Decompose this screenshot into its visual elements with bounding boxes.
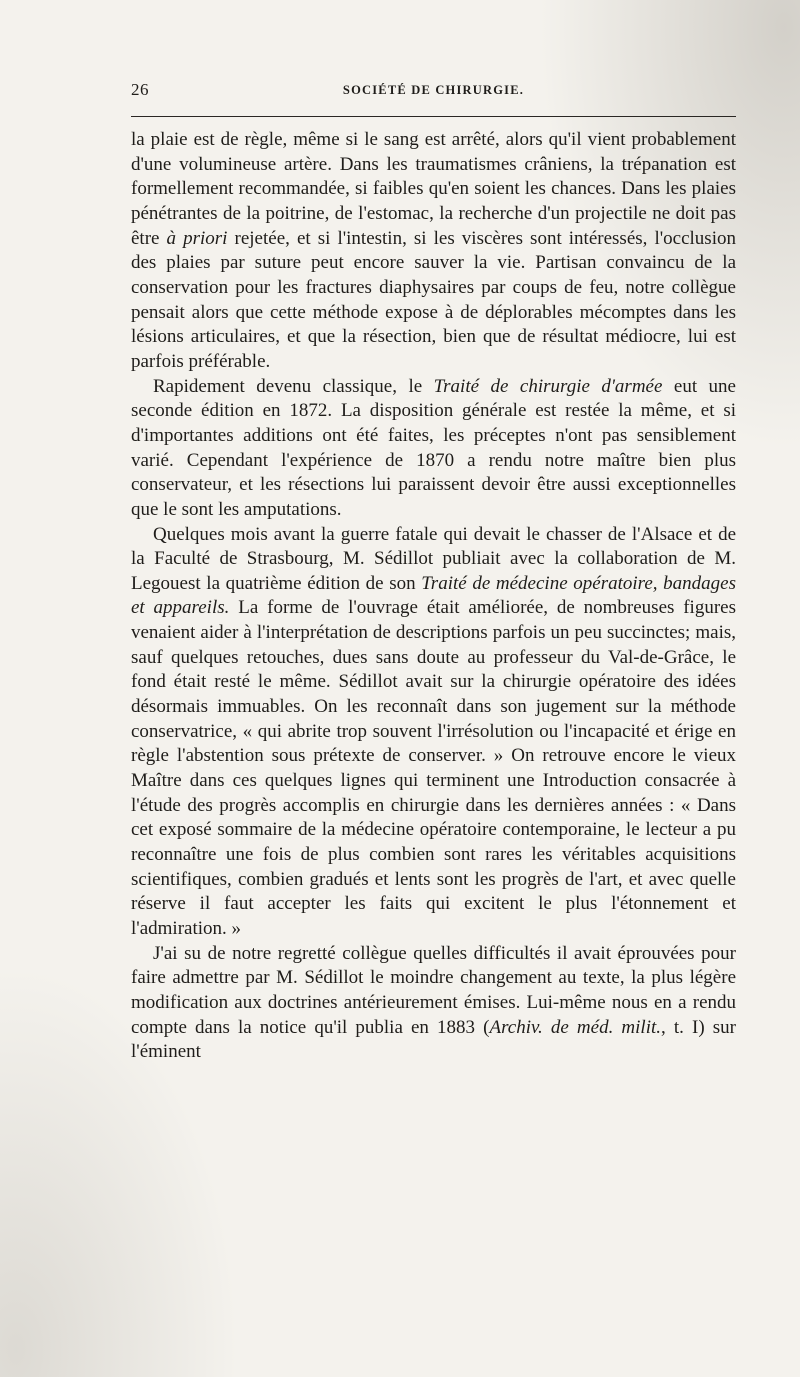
paragraph-2-italic: Traité de chirurgie d'armée	[433, 375, 663, 397]
paragraph-3	[131, 523, 736, 942]
paragraph-1-italic: à priori	[166, 227, 228, 249]
paragraph-4-start: J'ai su de notre regretté collègue quelles difficultés il avait éprouvées pour faire admettre par M. Sédillot le moindre changement au texte, la plus légère modification aux doctrines antérieurement émises. Lui-même nous en a rendu compte dans la notice qu'il publia en 1883 (	[131, 942, 736, 1038]
paragraph-3-start: Quelques mois avant la guerre fatale qui devait le chasser de l'Alsace et de la Faculté de Strasbourg, M. Sédillot publiait avec la collaboration de M. Legouest la quatrième édition de son	[131, 523, 736, 594]
page-header	[131, 80, 736, 102]
page-number: 26	[131, 80, 149, 99]
paragraph-2	[131, 375, 736, 523]
header-rule	[131, 116, 736, 117]
paragraph-2-start: Rapidement devenu classique, le	[153, 375, 434, 397]
paragraph-4-italic: Archiv. de méd. milit.	[489, 1016, 662, 1038]
body-text	[131, 128, 736, 1065]
paragraph-2-end: eut une seconde édition en 1872. La disposition générale est restée la même, et si d'importantes additions ont été faites, les préceptes n'ont pas sensiblement varié. Cependant l'expérience de 1870 a rendu notre maître bien plus conservateur, et les résections lui paraissent devoir être aussi exceptionnelles que le sont les amputations.	[131, 375, 736, 520]
paragraph-1-end: rejetée, et si l'intestin, si les viscères sont intéressés, l'occlusion des plaies par suture peut encore sauver la vie. Partisan convaincu de la conservation pour les fractures diaphysaires par coups de feu, notre collègue pensait alors que cette méthode expose à de déplorables mécomptes dans les lésions articulaires, et que la résection, bien que de résultat médiocre, lui est parfois préférable.	[131, 227, 736, 372]
paragraph-4	[131, 942, 736, 1065]
paragraph-3-italic: Traité de médecine opératoire, bandages et appareils.	[131, 572, 737, 619]
running-title: SOCIÉTÉ DE CHIRURGIE.	[342, 83, 525, 97]
paragraph-1	[131, 128, 736, 375]
paragraph-4-end: , t. I) sur l'éminent	[131, 1016, 736, 1063]
paragraph-1-text: la plaie est de règle, même si le sang est arrêté, alors qu'il vient probablement d'une volumineuse artère. Dans les traumatismes crâniens, la trépanation est formellement recommandée, si faibles qu'en soient les chances. Dans les plaies pénétrantes de la poitrine, de l'estomac, la recherche d'un projectile ne doit pas être	[131, 129, 736, 249]
paragraph-3-end: La forme de l'ouvrage était améliorée, de nombreuses figures venaient aider à l'interprétation de descriptions parfois un peu succinctes; mais, sauf quelques retouches, dues sans doute au professeur du Val-de-Grâce, le fond était resté le même. Sédillot avait sur la chirurgie opératoire des idées désormais immuables. On les reconnaît dans son jugement sur la méthode conservatrice, « qui abrite trop souvent l'irrésolution ou l'incapacité et érige en règle l'abstention sous prétexte de conserver. » On retrouve encore le vieux Maître dans ces quelques lignes qui terminent une Introduction consacrée à l'étude des progrès accomplis en chirurgie dans les dernières années : « Dans cet exposé sommaire de la médecine opératoire contemporaine, le lecteur a pu reconnaître une fois de plus combien sont rares les véritables acquisitions scientifiques, combien gradués et lents sont les progrès de l'art, et avec quelle réserve il faut accepter les faits qui excitent le plus l'étonnement et l'admiration. »	[131, 597, 736, 939]
